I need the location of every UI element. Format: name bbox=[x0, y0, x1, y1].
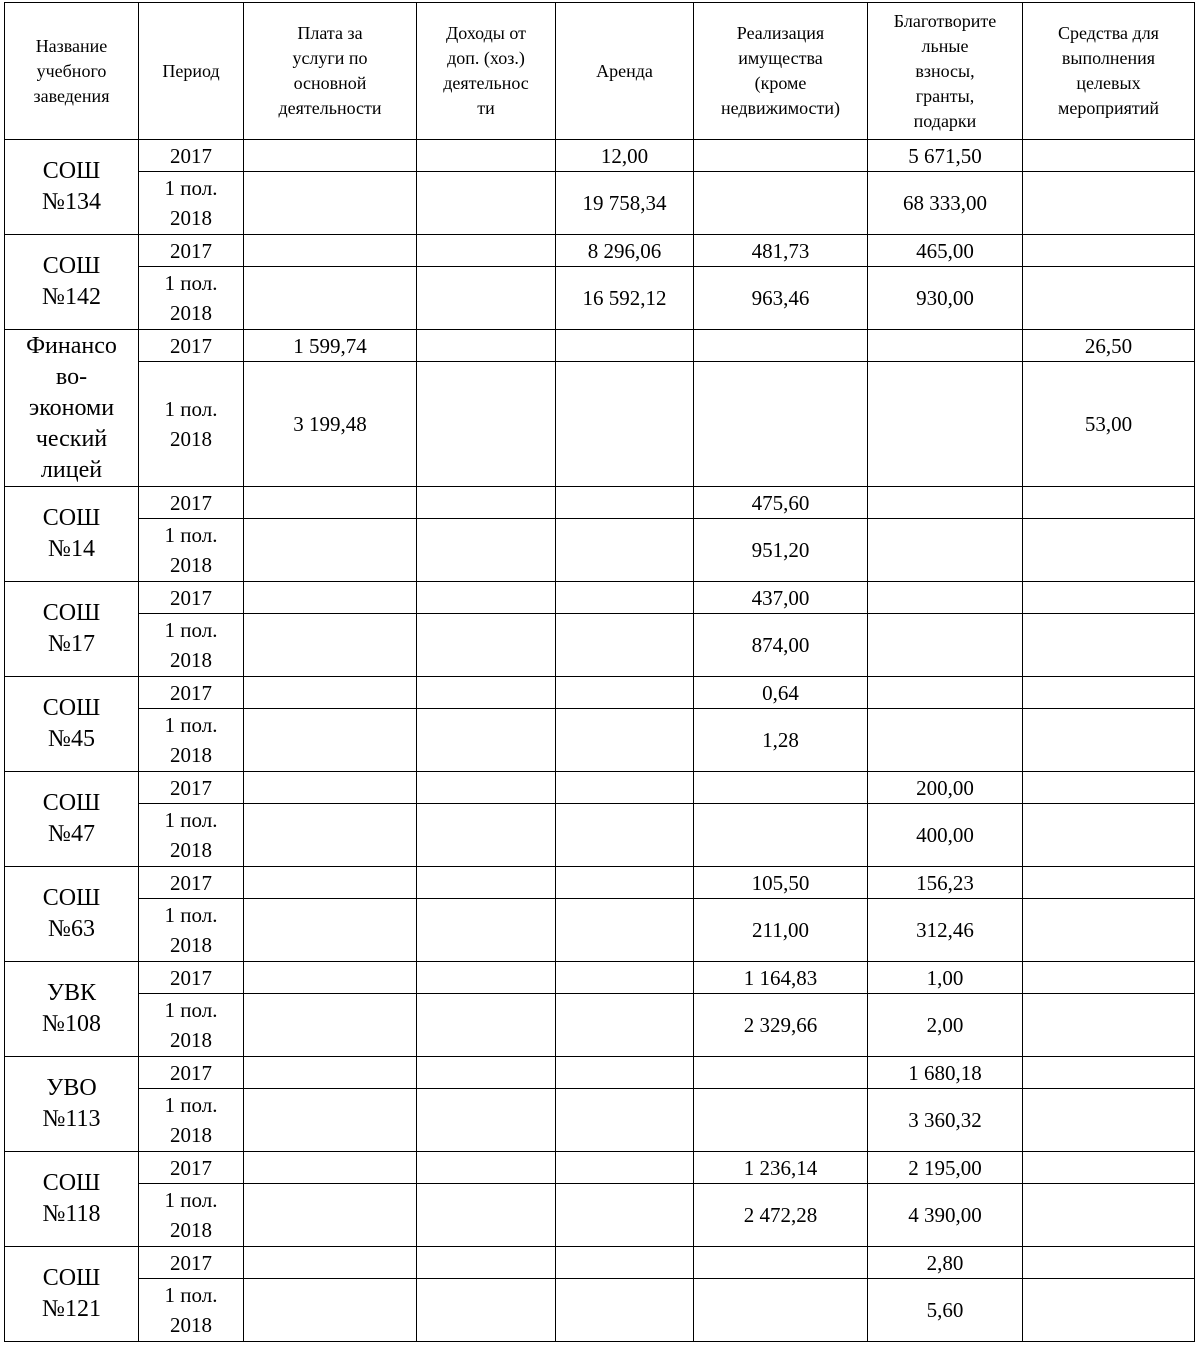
service-fees-cell bbox=[244, 172, 417, 235]
table-row bbox=[5, 804, 1195, 867]
service-fees-cell bbox=[244, 267, 417, 330]
charity-cell bbox=[868, 330, 1023, 362]
table-row bbox=[5, 899, 1195, 962]
rent-cell bbox=[556, 362, 694, 487]
table-row bbox=[5, 677, 1195, 709]
property-sale-cell: 1 164,83 bbox=[694, 962, 868, 994]
period-cell: 2017 bbox=[139, 772, 244, 804]
table-row bbox=[5, 330, 1195, 362]
institution-name: СОШ №17 bbox=[5, 582, 139, 677]
institution-name: УВК №108 bbox=[5, 962, 139, 1057]
col-header-target-funds: Средства для выполнения целевых мероприятий bbox=[1023, 3, 1195, 140]
property-sale-cell: 0,64 bbox=[694, 677, 868, 709]
period-cell: 2017 bbox=[139, 867, 244, 899]
additional-income-cell bbox=[417, 994, 556, 1057]
property-sale-cell bbox=[694, 804, 868, 867]
charity-cell: 2,00 bbox=[868, 994, 1023, 1057]
period-cell: 1 пол. 2018 bbox=[139, 899, 244, 962]
table-row bbox=[5, 267, 1195, 330]
period-cell: 1 пол. 2018 bbox=[139, 709, 244, 772]
table-row bbox=[5, 582, 1195, 614]
table-row bbox=[5, 994, 1195, 1057]
charity-cell: 200,00 bbox=[868, 772, 1023, 804]
period-cell: 1 пол. 2018 bbox=[139, 1279, 244, 1342]
service-fees-cell bbox=[244, 804, 417, 867]
charity-cell: 156,23 bbox=[868, 867, 1023, 899]
additional-income-cell bbox=[417, 519, 556, 582]
additional-income-cell bbox=[417, 582, 556, 614]
service-fees-cell bbox=[244, 962, 417, 994]
additional-income-cell bbox=[417, 1057, 556, 1089]
period-cell: 2017 bbox=[139, 1057, 244, 1089]
additional-income-cell bbox=[417, 235, 556, 267]
header-row bbox=[5, 3, 1195, 140]
additional-income-cell bbox=[417, 962, 556, 994]
additional-income-cell bbox=[417, 804, 556, 867]
charity-cell: 400,00 bbox=[868, 804, 1023, 867]
target-funds-cell bbox=[1023, 867, 1195, 899]
rent-cell bbox=[556, 330, 694, 362]
property-sale-cell: 2 329,66 bbox=[694, 994, 868, 1057]
property-sale-cell bbox=[694, 1089, 868, 1152]
rent-cell bbox=[556, 614, 694, 677]
col-header-rent: Аренда bbox=[556, 3, 694, 140]
property-sale-cell: 951,20 bbox=[694, 519, 868, 582]
additional-income-cell bbox=[417, 614, 556, 677]
target-funds-cell bbox=[1023, 140, 1195, 172]
service-fees-cell: 3 199,48 bbox=[244, 362, 417, 487]
period-cell: 2017 bbox=[139, 235, 244, 267]
target-funds-cell bbox=[1023, 677, 1195, 709]
target-funds-cell bbox=[1023, 1184, 1195, 1247]
additional-income-cell bbox=[417, 330, 556, 362]
property-sale-cell: 1,28 bbox=[694, 709, 868, 772]
property-sale-cell: 2 472,28 bbox=[694, 1184, 868, 1247]
additional-income-cell bbox=[417, 1089, 556, 1152]
period-cell: 2017 bbox=[139, 140, 244, 172]
rent-cell: 19 758,34 bbox=[556, 172, 694, 235]
rent-cell: 8 296,06 bbox=[556, 235, 694, 267]
charity-cell: 5,60 bbox=[868, 1279, 1023, 1342]
target-funds-cell bbox=[1023, 1247, 1195, 1279]
charity-cell: 2 195,00 bbox=[868, 1152, 1023, 1184]
target-funds-cell bbox=[1023, 899, 1195, 962]
additional-income-cell bbox=[417, 709, 556, 772]
additional-income-cell bbox=[417, 677, 556, 709]
property-sale-cell: 105,50 bbox=[694, 867, 868, 899]
target-funds-cell bbox=[1023, 1279, 1195, 1342]
institution-name: СОШ №47 bbox=[5, 772, 139, 867]
charity-cell: 2,80 bbox=[868, 1247, 1023, 1279]
additional-income-cell bbox=[417, 772, 556, 804]
rent-cell bbox=[556, 804, 694, 867]
period-cell: 2017 bbox=[139, 330, 244, 362]
target-funds-cell: 53,00 bbox=[1023, 362, 1195, 487]
property-sale-cell bbox=[694, 1247, 868, 1279]
rent-cell bbox=[556, 1247, 694, 1279]
property-sale-cell bbox=[694, 140, 868, 172]
property-sale-cell bbox=[694, 172, 868, 235]
additional-income-cell bbox=[417, 172, 556, 235]
rent-cell bbox=[556, 677, 694, 709]
additional-income-cell bbox=[417, 1184, 556, 1247]
service-fees-cell bbox=[244, 867, 417, 899]
table-row bbox=[5, 1057, 1195, 1089]
col-header-charity: Благотворите льные взносы, гранты, подарки bbox=[868, 3, 1023, 140]
charity-cell: 930,00 bbox=[868, 267, 1023, 330]
target-funds-cell bbox=[1023, 709, 1195, 772]
institution-name: СОШ №118 bbox=[5, 1152, 139, 1247]
institution-name: СОШ №14 bbox=[5, 487, 139, 582]
charity-cell: 4 390,00 bbox=[868, 1184, 1023, 1247]
charity-cell: 1,00 bbox=[868, 962, 1023, 994]
service-fees-cell bbox=[244, 677, 417, 709]
institution-name: СОШ №63 bbox=[5, 867, 139, 962]
target-funds-cell bbox=[1023, 487, 1195, 519]
service-fees-cell bbox=[244, 235, 417, 267]
institution-name: СОШ №134 bbox=[5, 140, 139, 235]
rent-cell bbox=[556, 487, 694, 519]
property-sale-cell: 475,60 bbox=[694, 487, 868, 519]
table-row bbox=[5, 235, 1195, 267]
period-cell: 2017 bbox=[139, 1152, 244, 1184]
property-sale-cell: 481,73 bbox=[694, 235, 868, 267]
charity-cell: 312,46 bbox=[868, 899, 1023, 962]
charity-cell bbox=[868, 487, 1023, 519]
table-row bbox=[5, 772, 1195, 804]
rent-cell bbox=[556, 994, 694, 1057]
property-sale-cell bbox=[694, 1279, 868, 1342]
service-fees-cell bbox=[244, 1089, 417, 1152]
property-sale-cell bbox=[694, 1057, 868, 1089]
charity-cell: 465,00 bbox=[868, 235, 1023, 267]
period-cell: 2017 bbox=[139, 1247, 244, 1279]
target-funds-cell bbox=[1023, 1089, 1195, 1152]
table-row bbox=[5, 1279, 1195, 1342]
rent-cell bbox=[556, 1279, 694, 1342]
table-row bbox=[5, 487, 1195, 519]
target-funds-cell bbox=[1023, 804, 1195, 867]
charity-cell bbox=[868, 362, 1023, 487]
charity-cell: 1 680,18 bbox=[868, 1057, 1023, 1089]
period-cell: 1 пол. 2018 bbox=[139, 362, 244, 487]
period-cell: 2017 bbox=[139, 582, 244, 614]
target-funds-cell bbox=[1023, 962, 1195, 994]
charity-cell bbox=[868, 677, 1023, 709]
rent-cell bbox=[556, 519, 694, 582]
target-funds-cell bbox=[1023, 614, 1195, 677]
institution-name: Финансо во- экономи ческий лицей bbox=[5, 330, 139, 487]
property-sale-cell bbox=[694, 362, 868, 487]
target-funds-cell bbox=[1023, 582, 1195, 614]
additional-income-cell bbox=[417, 1247, 556, 1279]
institution-name: СОШ №121 bbox=[5, 1247, 139, 1342]
service-fees-cell bbox=[244, 772, 417, 804]
charity-cell bbox=[868, 582, 1023, 614]
table-row bbox=[5, 172, 1195, 235]
property-sale-cell: 963,46 bbox=[694, 267, 868, 330]
charity-cell: 68 333,00 bbox=[868, 172, 1023, 235]
service-fees-cell bbox=[244, 994, 417, 1057]
service-fees-cell bbox=[244, 1247, 417, 1279]
rent-cell: 12,00 bbox=[556, 140, 694, 172]
rent-cell bbox=[556, 582, 694, 614]
service-fees-cell bbox=[244, 899, 417, 962]
rent-cell bbox=[556, 1152, 694, 1184]
service-fees-cell bbox=[244, 1057, 417, 1089]
additional-income-cell bbox=[417, 267, 556, 330]
table-row bbox=[5, 962, 1195, 994]
target-funds-cell: 26,50 bbox=[1023, 330, 1195, 362]
target-funds-cell bbox=[1023, 772, 1195, 804]
table-row bbox=[5, 362, 1195, 487]
target-funds-cell bbox=[1023, 1057, 1195, 1089]
period-cell: 1 пол. 2018 bbox=[139, 519, 244, 582]
rent-cell bbox=[556, 867, 694, 899]
property-sale-cell: 211,00 bbox=[694, 899, 868, 962]
service-fees-cell bbox=[244, 519, 417, 582]
period-cell: 1 пол. 2018 bbox=[139, 614, 244, 677]
service-fees-cell bbox=[244, 487, 417, 519]
service-fees-cell: 1 599,74 bbox=[244, 330, 417, 362]
period-cell: 1 пол. 2018 bbox=[139, 1089, 244, 1152]
period-cell: 1 пол. 2018 bbox=[139, 1184, 244, 1247]
additional-income-cell bbox=[417, 899, 556, 962]
service-fees-cell bbox=[244, 1279, 417, 1342]
col-header-institution: Название учебного заведения bbox=[5, 3, 139, 140]
target-funds-cell bbox=[1023, 994, 1195, 1057]
property-sale-cell: 437,00 bbox=[694, 582, 868, 614]
table-row bbox=[5, 614, 1195, 677]
additional-income-cell bbox=[417, 867, 556, 899]
charity-cell: 3 360,32 bbox=[868, 1089, 1023, 1152]
service-fees-cell bbox=[244, 1152, 417, 1184]
service-fees-cell bbox=[244, 709, 417, 772]
rent-cell bbox=[556, 1057, 694, 1089]
table-row bbox=[5, 1152, 1195, 1184]
rent-cell bbox=[556, 1089, 694, 1152]
target-funds-cell bbox=[1023, 519, 1195, 582]
period-cell: 2017 bbox=[139, 677, 244, 709]
target-funds-cell bbox=[1023, 1152, 1195, 1184]
service-fees-cell bbox=[244, 614, 417, 677]
table-row bbox=[5, 519, 1195, 582]
table-body bbox=[5, 140, 1195, 1342]
target-funds-cell bbox=[1023, 172, 1195, 235]
table-row bbox=[5, 709, 1195, 772]
property-sale-cell bbox=[694, 772, 868, 804]
rent-cell: 16 592,12 bbox=[556, 267, 694, 330]
charity-cell bbox=[868, 614, 1023, 677]
income-table bbox=[4, 2, 1195, 1342]
rent-cell bbox=[556, 899, 694, 962]
property-sale-cell: 874,00 bbox=[694, 614, 868, 677]
institution-name: СОШ №45 bbox=[5, 677, 139, 772]
col-header-additional-income: Доходы от доп. (хоз.) деятельнос ти bbox=[417, 3, 556, 140]
table-row bbox=[5, 1089, 1195, 1152]
additional-income-cell bbox=[417, 1279, 556, 1342]
table-row bbox=[5, 1184, 1195, 1247]
rent-cell bbox=[556, 709, 694, 772]
charity-cell bbox=[868, 519, 1023, 582]
period-cell: 1 пол. 2018 bbox=[139, 172, 244, 235]
property-sale-cell: 1 236,14 bbox=[694, 1152, 868, 1184]
col-header-service-fees: Плата за услуги по основной деятельности bbox=[244, 3, 417, 140]
target-funds-cell bbox=[1023, 235, 1195, 267]
service-fees-cell bbox=[244, 582, 417, 614]
period-cell: 1 пол. 2018 bbox=[139, 994, 244, 1057]
additional-income-cell bbox=[417, 487, 556, 519]
period-cell: 2017 bbox=[139, 962, 244, 994]
additional-income-cell bbox=[417, 1152, 556, 1184]
rent-cell bbox=[556, 772, 694, 804]
institution-name: СОШ №142 bbox=[5, 235, 139, 330]
period-cell: 1 пол. 2018 bbox=[139, 804, 244, 867]
additional-income-cell bbox=[417, 362, 556, 487]
period-cell: 2017 bbox=[139, 487, 244, 519]
col-header-period: Период bbox=[139, 3, 244, 140]
table-row bbox=[5, 867, 1195, 899]
period-cell: 1 пол. 2018 bbox=[139, 267, 244, 330]
target-funds-cell bbox=[1023, 267, 1195, 330]
additional-income-cell bbox=[417, 140, 556, 172]
table-row bbox=[5, 140, 1195, 172]
property-sale-cell bbox=[694, 330, 868, 362]
charity-cell bbox=[868, 709, 1023, 772]
col-header-property-sale: Реализация имущества (кроме недвижимости) bbox=[694, 3, 868, 140]
rent-cell bbox=[556, 962, 694, 994]
institution-name: УВО №113 bbox=[5, 1057, 139, 1152]
service-fees-cell bbox=[244, 140, 417, 172]
charity-cell: 5 671,50 bbox=[868, 140, 1023, 172]
service-fees-cell bbox=[244, 1184, 417, 1247]
rent-cell bbox=[556, 1184, 694, 1247]
table-row bbox=[5, 1247, 1195, 1279]
